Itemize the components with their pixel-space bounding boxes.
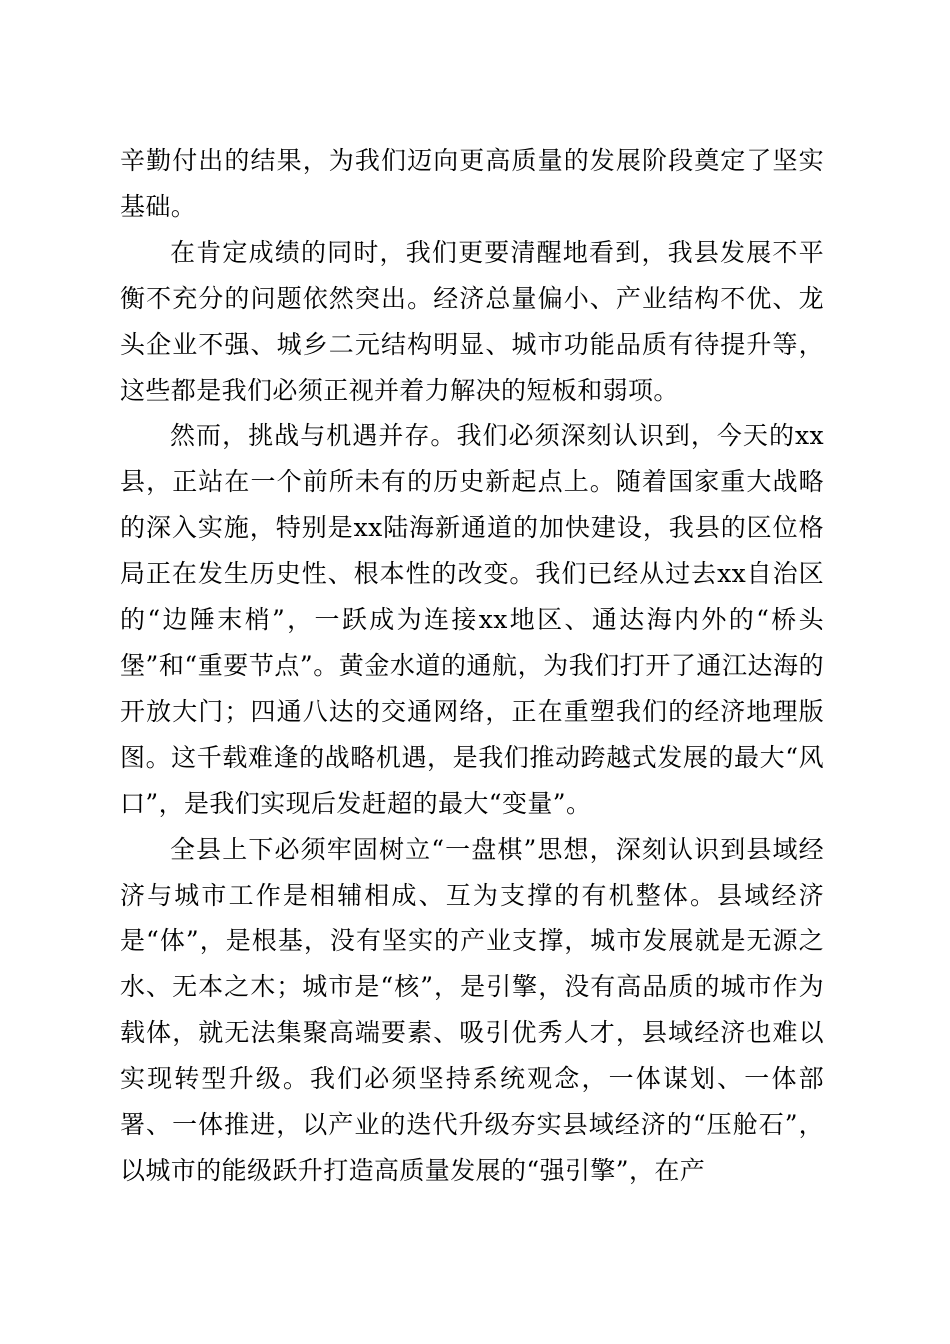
paragraph-opportunities: 然而，挑战与机遇并存。我们必须深刻认识到，今天的xx县，正站在一个前所未有的历史新起点上。随着国家重大战略的深入实施，特别是xx陆海新通道的加快建设，我县的区位格局正在发生历史性、根本性的改变。我们已经从过去xx自治区的“边陲末梢”，一跃成为连接xx地区、通达海内外的“桥头堡”和“重要节点”。黄金水道的通航，为我们打开了通江达海的开放大门；四通八达的交通网络，正在重塑我们的经济地理版图。这千载难逢的战略机遇，是我们推动跨越式发展的最大“风口”，是我们实现后发赶超的最大“变量”。 bbox=[120, 421, 824, 818]
paragraph-shortcomings: 在肯定成绩的同时，我们更要清醒地看到，我县发展不平衡不充分的问题依然突出。经济总量偏小、产业结构不优、龙头企业不强、城乡二元结构明显、城市功能品质有待提升等，这些都是我们必须正视并着力解决的短板和弱项。 bbox=[120, 237, 824, 405]
document-body bbox=[120, 138, 824, 1194]
paragraph-integration: 全县上下必须牢固树立“一盘棋”思想，深刻认识到县域经济与城市工作是相辅相成、互为支撑的有机整体。县域经济是“体”，是根基，没有坚实的产业支撑，城市发展就是无源之水、无本之木；城市是“核”，是引擎，没有高品质的城市作为载体，就无法集聚高端要素、吸引优秀人才，县域经济也难以实现转型升级。我们必须坚持系统观念，一体谋划、一体部署、一体推进，以产业的迭代升级夯实县域经济的“压舱石”，以城市的能级跃升打造高质量发展的“强引擎”，在产 bbox=[120, 834, 824, 1185]
paragraph-continuation: 辛勤付出的结果，为我们迈向更高质量的发展阶段奠定了坚实基础。 bbox=[120, 146, 824, 221]
